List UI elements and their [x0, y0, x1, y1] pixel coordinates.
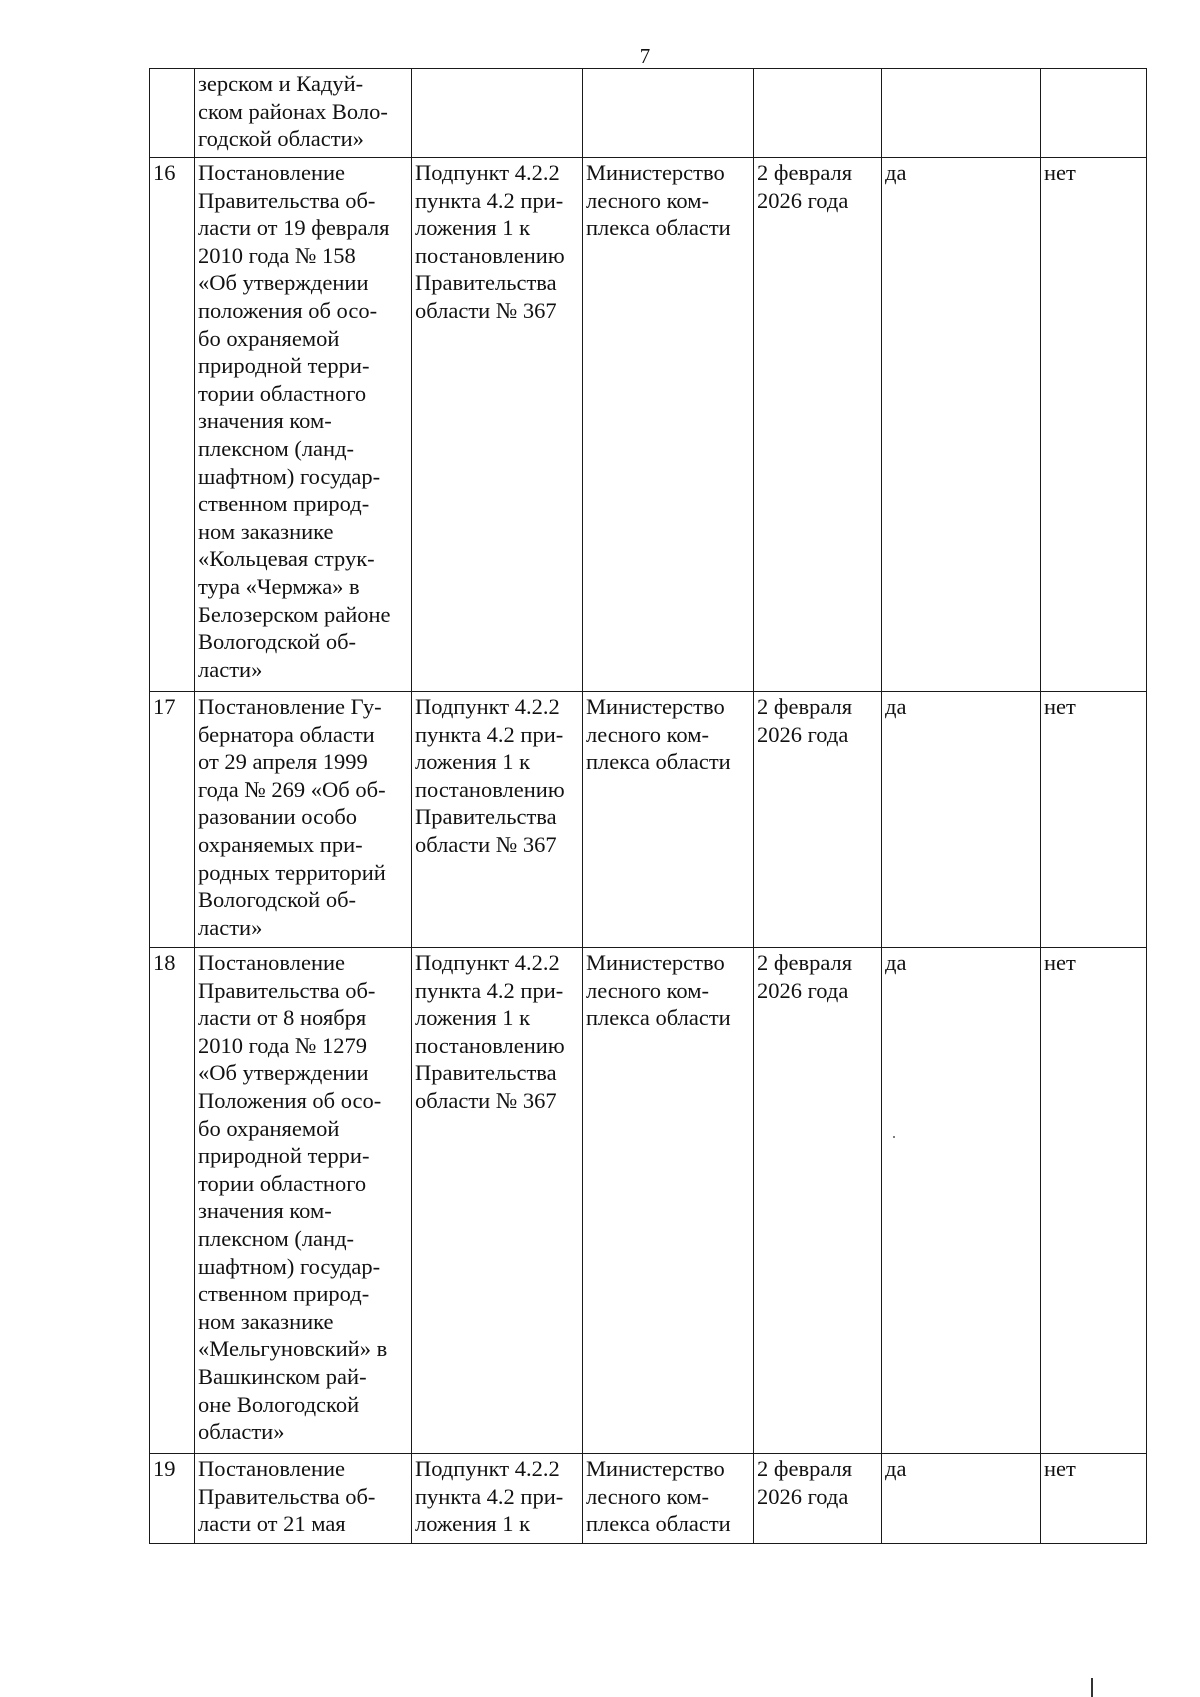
- act-title: Постановление Правительства об- ласти от 8 ноября 2010 года № 1279 «Об утверждении Положения об осо- бо охраняемой природной терри- тории областного значения ком- плексном (ланд- шафтном) государ- ственном природ- ном заказнике «Мельгуновский» в Вашкинском рай- оне Вологодской области»: [195, 948, 412, 1454]
- act-title: зерском и Кадуй- ском районах Воло- годской области»: [195, 69, 412, 158]
- acts-table: [149, 68, 1147, 1544]
- responsible-body: Министерство лесного ком- плекса области: [583, 692, 754, 948]
- row-number: 18: [150, 948, 195, 1454]
- act-title: Постановление Гу- бернатора области от 29 апреля 1999 года № 269 «Об об- разовании особо охраняемых при- родных территорий Вологодской об- ласти»: [195, 692, 412, 948]
- legal-basis: Подпункт 4.2.2 пункта 4.2 при- ложения 1 к постановлению Правительства области № 367: [412, 692, 583, 948]
- scan-edge-mark: [1091, 1678, 1093, 1697]
- flag-yes-no-1: да: [882, 692, 1041, 948]
- flag-yes-no-2: нет: [1041, 948, 1147, 1454]
- row-number: 16: [150, 158, 195, 692]
- row-number: 17: [150, 692, 195, 948]
- flag-yes-no-2: нет: [1041, 158, 1147, 692]
- responsible-body: Министерство лесного ком- плекса области: [583, 158, 754, 692]
- legal-basis: Подпункт 4.2.2 пункта 4.2 при- ложения 1 к: [412, 1454, 583, 1544]
- table-row: [150, 69, 1147, 158]
- responsible-body: [583, 69, 754, 158]
- flag-yes-no-1: да: [882, 1454, 1041, 1544]
- table-row: [150, 158, 1147, 692]
- deadline-date: 2 февраля 2026 года: [754, 1454, 882, 1544]
- responsible-body: Министерство лесного ком- плекса области: [583, 1454, 754, 1544]
- act-title: Постановление Правительства об- ласти от 21 мая: [195, 1454, 412, 1544]
- deadline-date: 2 февраля 2026 года: [754, 948, 882, 1454]
- legal-basis: Подпункт 4.2.2 пункта 4.2 при- ложения 1 к постановлению Правительства области № 367: [412, 158, 583, 692]
- table-row: [150, 1454, 1147, 1544]
- row-number: [150, 69, 195, 158]
- page-number: 7: [639, 44, 651, 68]
- table-row: [150, 692, 1147, 948]
- flag-yes-no-1: да: [882, 948, 1041, 1454]
- act-title: Постановление Правительства об- ласти от 19 февраля 2010 года № 158 «Об утверждении положения об осо- бо охраняемой природной терри- тории областного значения ком- плексном (ланд- шафтном) государ- ственном природ- ном заказнике «Кольцевая струк- тура «Чермжа» в Белозерском районе Вологодской об- ласти»: [195, 158, 412, 692]
- scan-speck: [893, 1136, 895, 1138]
- row-number: 19: [150, 1454, 195, 1544]
- legal-basis: [412, 69, 583, 158]
- table-row: [150, 948, 1147, 1454]
- flag-yes-no-2: [1041, 69, 1147, 158]
- deadline-date: 2 февраля 2026 года: [754, 158, 882, 692]
- flag-yes-no-2: нет: [1041, 1454, 1147, 1544]
- responsible-body: Министерство лесного ком- плекса области: [583, 948, 754, 1454]
- flag-yes-no-2: нет: [1041, 692, 1147, 948]
- flag-yes-no-1: да: [882, 158, 1041, 692]
- flag-yes-no-1: [882, 69, 1041, 158]
- deadline-date: [754, 69, 882, 158]
- deadline-date: 2 февраля 2026 года: [754, 692, 882, 948]
- legal-basis: Подпункт 4.2.2 пункта 4.2 при- ложения 1 к постановлению Правительства области № 367: [412, 948, 583, 1454]
